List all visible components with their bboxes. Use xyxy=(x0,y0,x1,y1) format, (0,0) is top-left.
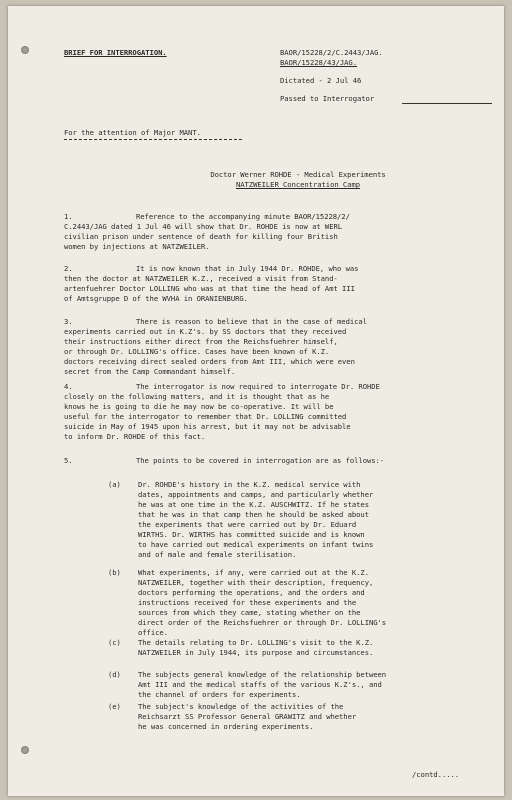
punch-hole xyxy=(21,46,29,54)
paragraph-line: then the doctor at NATZWEILER K.Z., received a visit from Stand- xyxy=(64,274,338,283)
signature-line xyxy=(402,103,492,104)
paragraph-line: doctors receiving direct sealed orders from Amt III, which were even xyxy=(64,357,355,366)
paragraph-line: Reference to the accompanying minute BAOR/15228/2/ xyxy=(136,212,350,221)
point-line: instructions received for these experiments and the xyxy=(138,598,357,607)
point-line: Amt III and the medical staffs of the various K.Z's., and xyxy=(138,680,382,689)
paragraph-line: suicide in May of 1945 upon his arrest, but it may not be advisable xyxy=(64,422,351,431)
subject-line-1: Doctor Werner ROHDE - Medical Experiments xyxy=(210,170,386,179)
continued-marker: /contd..... xyxy=(412,770,460,779)
point-line: The details relating to Dr. LOLLING's visit to the K.Z. xyxy=(138,638,374,647)
point-line: WIRTHS. Dr. WIRTHS has committed suicide and is known xyxy=(138,530,365,539)
point-label: (e) xyxy=(108,702,121,711)
point-label: (d) xyxy=(108,670,121,679)
point-line: sources from which they came, stating whether on the xyxy=(138,608,361,617)
point-line: What experiments, if any, were carried out at the K.Z. xyxy=(138,568,369,577)
point-line: that he was in that camp then he should be asked about xyxy=(138,510,369,519)
paragraph-line: There is reason to believe that in the case of medical xyxy=(136,317,367,326)
paragraph-line: It is now known that in July 1944 Dr. ROHDE, who was xyxy=(136,264,359,273)
paragraph-line: artenfuehrer Doctor LOLLING who was at that time the head of Amt III xyxy=(64,284,355,293)
attention-line: For the attention of Major MANT. xyxy=(64,128,201,137)
attention-underline xyxy=(64,139,242,140)
point-line: doctors performing the operations, and the orders and xyxy=(138,588,365,597)
dictated-date: Dictated - 2 Jul 46 xyxy=(280,76,362,85)
subject-line-2: NATZWEILER Concentration Camp xyxy=(235,180,361,189)
point-line: the channel of orders for experiments. xyxy=(138,690,301,699)
passed-to-interrogator: Passed to Interrogator xyxy=(280,94,375,103)
paragraph-line: useful for the interrogator to remember that Dr. LOLLING committed xyxy=(64,412,347,421)
paragraph-number: 4. xyxy=(64,382,73,391)
paragraph-line: knows he is going to die he may now be co-operative. It will be xyxy=(64,402,334,411)
point-line: The subjects general knowledge of the relationship between xyxy=(138,670,387,679)
document-page xyxy=(8,6,504,796)
document-title: BRIEF FOR INTERROGATION. xyxy=(64,48,167,57)
point-label: (b) xyxy=(108,568,121,577)
paragraph-number: 3. xyxy=(64,317,73,326)
punch-hole xyxy=(21,746,29,754)
paragraph-line: or through Dr. LOLLING's office. Cases have been known of K.Z. xyxy=(64,347,330,356)
point-line: The subject's knowledge of the activities of the xyxy=(138,702,344,711)
reference-number-2: BAOR/15228/43/JAG. xyxy=(280,58,357,67)
paragraph-line: The interrogator is now required to interrogate Dr. ROHDE xyxy=(136,382,380,391)
point-line: direct order of the Reichsfuehrer or through Dr. LOLLING's xyxy=(138,618,387,627)
point-line: and of male and female sterilisation. xyxy=(138,550,297,559)
point-line: NATZWEILER, together with their description, frequency, xyxy=(138,578,374,587)
paragraph-line: C.2443/JAG dated 1 Jul 46 will show that Dr. ROHDE is now at WERL xyxy=(64,222,343,231)
paragraph-line: The points to be covered in interrogation are as follows:- xyxy=(136,456,385,465)
paragraph-line: their instructions either direct from the Reichsfuehrer himself, xyxy=(64,337,338,346)
point-label: (a) xyxy=(108,480,121,489)
paragraph-number: 5. xyxy=(64,456,73,465)
paragraph-line: women by injections at NATZWEILER. xyxy=(64,242,210,251)
point-line: the experiments that were carried out by Dr. Eduard xyxy=(138,520,357,529)
punch-holes xyxy=(21,6,33,796)
point-line: he was at one time in the K.Z. AUSCHWITZ. If he states xyxy=(138,500,369,509)
paragraph-number: 2. xyxy=(64,264,73,273)
point-line: he was concerned in ordering experiments. xyxy=(138,722,314,731)
point-line: to have carried out medical experiments on infant twins xyxy=(138,540,374,549)
reference-number-1: BAOR/15228/2/C.2443/JAG. xyxy=(280,48,383,57)
paragraph-line: closely on the following matters, and it is thought that as he xyxy=(64,392,330,401)
point-line: office. xyxy=(138,628,168,637)
point-line: dates, appointments and camps, and particularly whether xyxy=(138,490,374,499)
paragraph-number: 1. xyxy=(64,212,73,221)
paragraph-line: to inform Dr. ROHDE of this fact. xyxy=(64,432,206,441)
paragraph-line: experiments carried out in K.Z's. by SS doctors that they received xyxy=(64,327,347,336)
paragraph-line: civilian prison under sentence of death for killing four British xyxy=(64,232,338,241)
point-line: Dr. ROHDE's history in the K.Z. medical service with xyxy=(138,480,361,489)
point-label: (c) xyxy=(108,638,121,647)
paragraph-line: of Amtsgruppe D of the WVHA in ORANIENBURG. xyxy=(64,294,248,303)
point-line: NATZWEILER in July 1944, its purpose and circumstances. xyxy=(138,648,374,657)
point-line: Reichsarzt SS Professor General GRAWITZ and whether xyxy=(138,712,357,721)
paragraph-line: secret from the Camp Commandant himself. xyxy=(64,367,236,376)
